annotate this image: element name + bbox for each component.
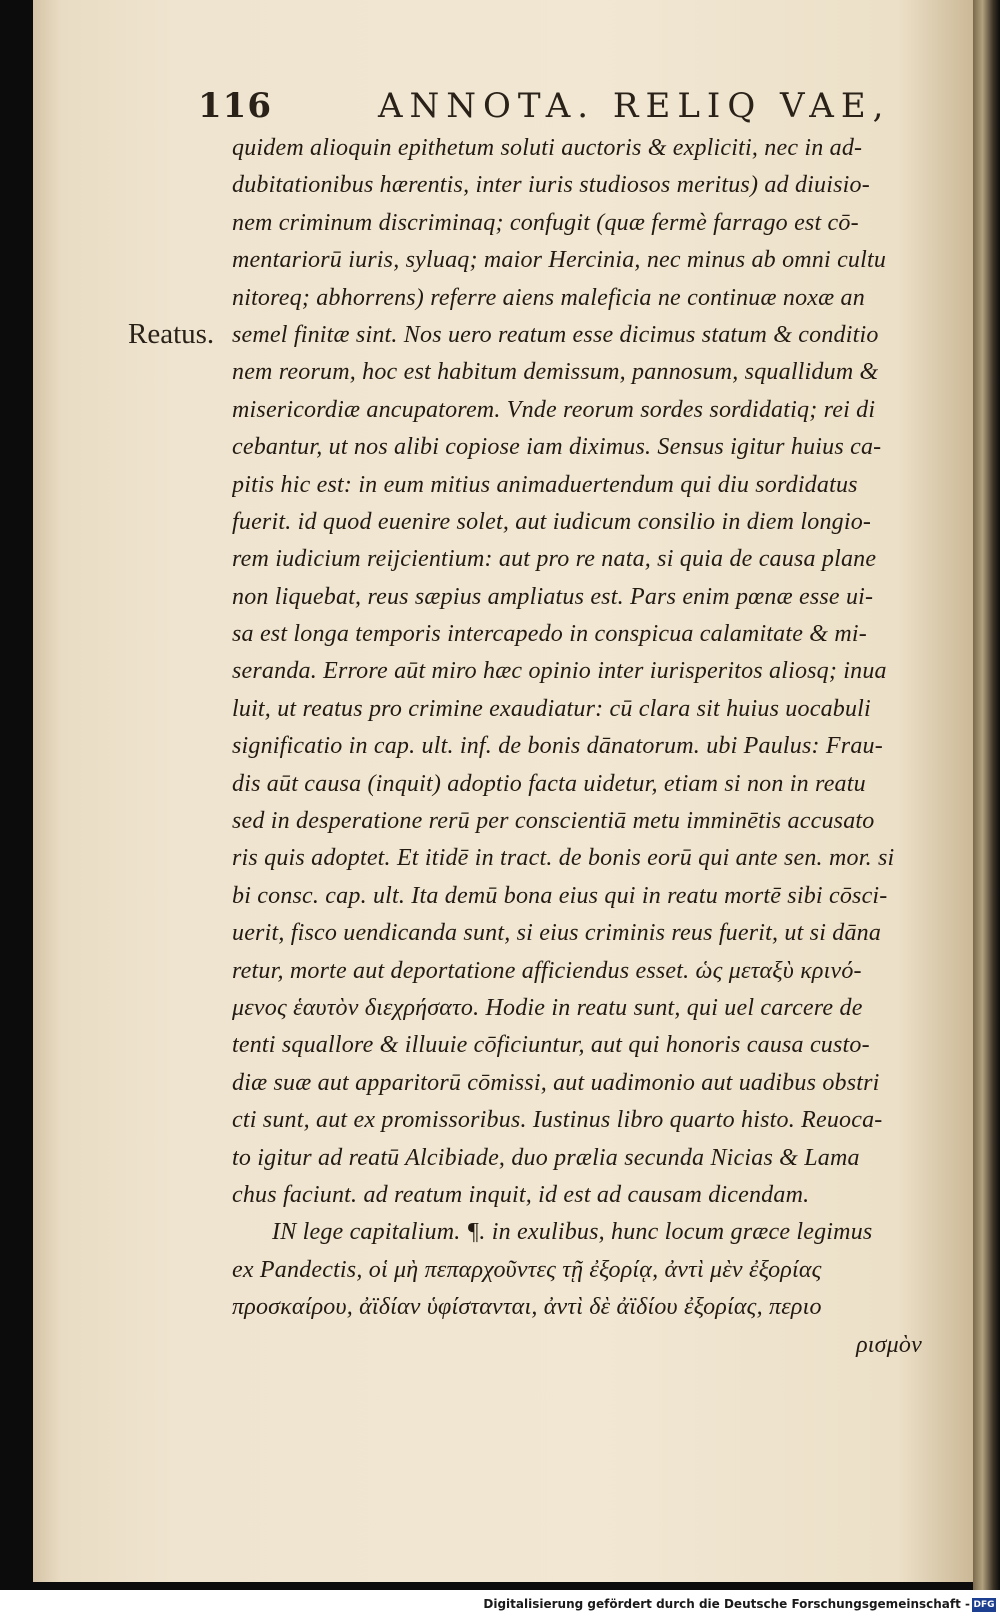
dfg-logo: DFG bbox=[973, 1600, 995, 1610]
text-line: nem reorum, hoc est habitum demissum, pannosum, squallidum & bbox=[232, 359, 879, 386]
text-line: uerit, fisco uendicanda sunt, si eius criminis reus fuerit, ut si dāna bbox=[232, 920, 882, 947]
text-line: fuerit. id quod euenire solet, aut iudicum consilio in diem longio- bbox=[232, 508, 872, 535]
margin-note: Reatus. bbox=[128, 318, 215, 350]
page-header bbox=[198, 86, 918, 132]
footer-credit: Digitalisierung gefördert durch die Deutsche Forschungsgemeinschaft - bbox=[483, 1597, 970, 1611]
book-page-edge bbox=[973, 0, 1000, 1590]
text-line: seranda. Errore aūt miro hæc opinio inter iurisperitos aliosq; inua bbox=[232, 658, 887, 685]
text-line: ris quis adoptet. Et itidē in tract. de bonis eorū qui ante sen. mor. si bbox=[232, 845, 895, 872]
text-line: non liquebat, reus sæpius ampliatus est. Pars enim pœnæ esse ui- bbox=[232, 583, 874, 610]
text-line: nitoreq; abhorrens) referre aiens maleficia ne continuæ noxæ an bbox=[232, 284, 865, 311]
text-line: semel finitæ sint. Nos uero reatum esse dicimus statum & conditio bbox=[232, 321, 879, 348]
text-line: cebantur, ut nos alibi copiose iam diximus. Sensus igitur huius ca- bbox=[232, 434, 882, 461]
text-line: retur, morte aut deportatione afficiendus esset. ὡς μεταξὺ κρινό- bbox=[232, 957, 862, 984]
text-line: tenti squallore & illuuie cōficiuntur, aut qui honoris causa custo- bbox=[232, 1032, 870, 1059]
text-line: ex Pandectis, οἱ μὴ πεπαρχοῦντες τῇ ἐξορίᾳ, ἀντὶ μὲν ἐξορίας bbox=[232, 1256, 822, 1283]
text-line: to igitur ad reatū Alcibiade, duo prælia secunda Nicias & Lama bbox=[232, 1144, 860, 1171]
running-head: ANNOTA. RELIQ VAE, bbox=[378, 86, 891, 126]
text-line: mentariorū iuris, syluaq; maior Hercinia, nec minus ab omni cultu bbox=[232, 247, 887, 274]
text-line: pitis hic est: in eum mitius animaduertendum qui diu sordidatus bbox=[232, 471, 858, 498]
text-line: dis aūt causa (inquit) adoptio facta uidetur, etiam si non in reatu bbox=[232, 770, 866, 797]
text-line: μενος ἑαυτὸν διεχρήσατο. Hodie in reatu sunt, qui uel carcere de bbox=[232, 994, 863, 1021]
text-line: significatio in cap. ult. inf. de bonis dānatorum. ubi Paulus: Frau- bbox=[232, 733, 883, 760]
digitization-footer bbox=[0, 1596, 1000, 1619]
body-text bbox=[232, 130, 922, 1364]
text-line: luit, ut reatus pro crimine exaudiatur: cū clara sit huius uocabuli bbox=[232, 695, 871, 722]
text-line: bi consc. cap. ult. Ita demū bona eius qui in reatu mortē sibi cōsci- bbox=[232, 882, 888, 909]
page-number: 116 bbox=[198, 86, 272, 126]
text-line: quidem alioquin epithetum soluti auctoris & expliciti, nec in ad- bbox=[232, 135, 863, 161]
text-line: προσκαίρου, ἀϊδίαν ὑφίστανται, ἀντὶ δὲ ἀϊδίου ἐξορίας, περιο bbox=[232, 1294, 822, 1321]
text-line: diæ suæ aut apparitorū cōmissi, aut uadimonio aut uadibus obstri bbox=[232, 1069, 880, 1096]
text-line: misericordiæ ancupatorem. Vnde reorum sordes sordidatiq; rei di bbox=[232, 396, 876, 423]
text-line: IN lege capitalium. ¶. in exulibus, hunc locum græce legimus bbox=[272, 1219, 873, 1246]
text-line: sa est longa temporis intercapedo in conspicua calamitate & mi- bbox=[232, 621, 867, 648]
text-line: dubitationibus hærentis, inter iuris studiosos meritus) ad diuisio- bbox=[232, 172, 870, 199]
text-line: sed in desperatione rerū per conscientiā metu imminētis accusato bbox=[232, 808, 875, 835]
text-line: cti sunt, aut ex promissoribus. Iustinus libro quarto histo. Reuoca- bbox=[232, 1107, 883, 1134]
text-line: chus faciunt. ad reatum inquit, id est ad causam dicendam. bbox=[232, 1181, 810, 1208]
text-line: nem criminum discriminaq; confugit (quæ fermè farrago est cō- bbox=[232, 209, 859, 236]
text-line: ρισμὸν bbox=[856, 1331, 922, 1358]
text-line: rem iudicium reijcientium: aut pro re nata, si quia de causa plane bbox=[232, 546, 877, 573]
